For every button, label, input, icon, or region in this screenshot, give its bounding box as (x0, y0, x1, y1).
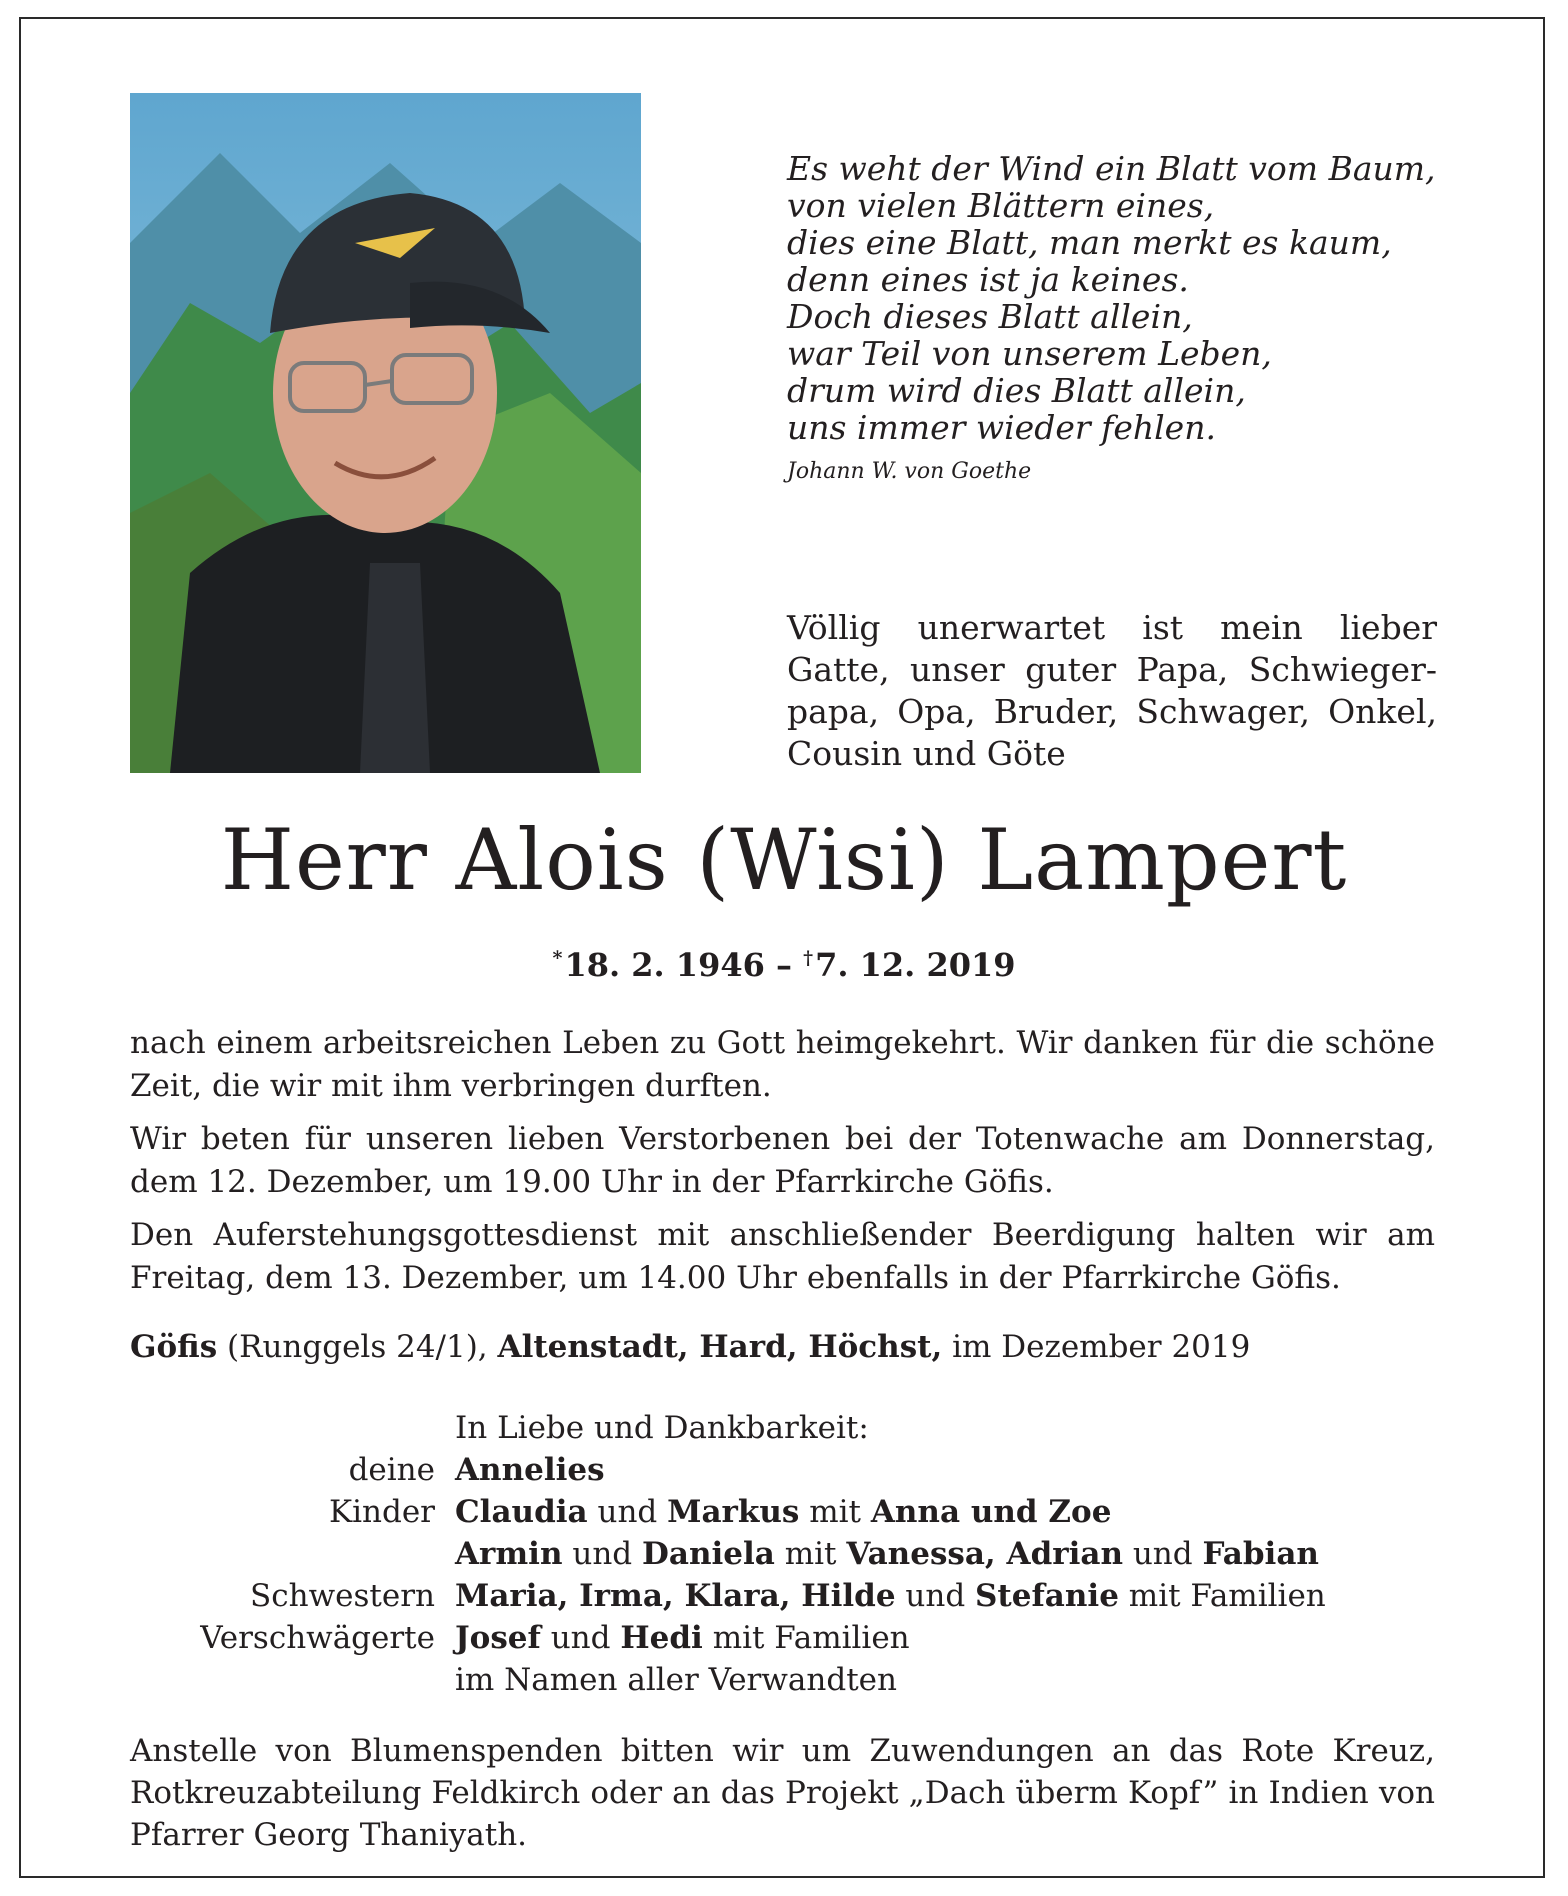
paragraph-wake: Wir beten für unseren lieben Verstorbenen bei der Totenwache am Donnerstag, dem 12. Dezember, um 19.00 Uhr in der Pfarrkirche Göfis. (130, 1121, 1435, 1200)
location-address: (Runggels 24/1), (227, 1329, 488, 1365)
poem-author: Johann W. von Goethe (787, 459, 1032, 484)
mourner-label: Kinder (328, 1494, 435, 1530)
mourner-name: Stefanie (975, 1578, 1119, 1614)
poem-line: uns immer wieder fehlen. (787, 408, 1216, 447)
poem-line: Es weht der Wind ein Blatt vom Baum, (787, 149, 1436, 188)
mourner-name: Markus (667, 1494, 800, 1530)
poem-line: von vielen Blättern eines, (787, 186, 1215, 225)
mourner-name: Annelies (455, 1452, 605, 1488)
mourner-row-wife (130, 1449, 1470, 1491)
death-symbol: † (803, 947, 814, 969)
connector-text: und (1132, 1536, 1193, 1572)
mourner-label: Verschwägerte (200, 1620, 435, 1656)
mourner-name: Maria, Irma, Klara, Hilde (455, 1578, 896, 1614)
location-places: Altenstadt, Hard, Höchst, (497, 1329, 943, 1365)
paragraph-passing: nach einem arbeitsreichen Leben zu Gott heimgekehrt. Wir danken für die schöne Zeit, die wir mit ihm verbringen durften. (130, 1025, 1435, 1104)
connector-text: mit (784, 1536, 837, 1572)
connector-text: und (905, 1578, 966, 1614)
location-date: im Dezember 2019 (952, 1329, 1251, 1365)
mourner-label: Schwestern (250, 1578, 435, 1614)
paragraph-funeral: Den Auferstehungsgottesdienst mit anschließender Beerdigung halten wir am Freitag, dem 13. Dezember, um 14.00 Uhr ebenfalls in der Pfarrkirche Göfis. (130, 1217, 1435, 1296)
donation-note: Anstelle von Blumenspenden bitten wir um Zuwendungen an das Rote Kreuz, Rotkreuzabteilung Feldkirch oder an das Projekt „Dach überm Kopf” in Indien von Pfarrer Georg Thaniyath. (130, 1733, 1435, 1853)
connector-text: und (550, 1620, 611, 1656)
mourner-row-children (130, 1491, 1470, 1533)
mourner-name: Vanessa, Adrian (846, 1536, 1123, 1572)
mourner-name: Anna und Zoe (870, 1494, 1112, 1530)
birth-symbol: * (552, 947, 563, 969)
portrait-photo (130, 93, 641, 773)
mourners-heading: In Liebe und Dankbarkeit: (455, 1410, 869, 1446)
poem-line: dies eine Blatt, man merkt es kaum, (787, 223, 1392, 262)
mourner-name: Fabian (1202, 1536, 1319, 1572)
mourner-label: deine (348, 1452, 435, 1488)
mourner-name: Hedi (620, 1620, 703, 1656)
location-place: Göfis (130, 1329, 218, 1365)
mourners-list (130, 1407, 1470, 1701)
announcement-body (130, 1022, 1435, 1379)
birth-date: 18. 2. 1946 (564, 946, 765, 984)
connector-text: mit Familien (712, 1620, 910, 1656)
poem (787, 150, 1487, 486)
poem-line: Doch dieses Blatt allein, (787, 297, 1193, 336)
mourner-name: Armin (455, 1536, 563, 1572)
mourner-name: Josef (455, 1620, 541, 1656)
mourner-name: Claudia (455, 1494, 588, 1530)
connector-text: und (572, 1536, 633, 1572)
location-line (130, 1326, 1435, 1369)
mourner-row-sisters (130, 1575, 1470, 1617)
intro-text: Völlig unerwartet ist mein lieber Gatte, unser guter Papa, Schwiegerpapa, Opa, Bruder, Schwager, Onkel, Cousin und Göte (787, 608, 1437, 773)
poem-line: denn eines ist ja keines. (787, 260, 1189, 299)
relatives-line: im Namen aller Verwandten (455, 1662, 897, 1698)
connector-text: und (597, 1494, 658, 1530)
poem-line: drum wird dies Blatt allein, (787, 371, 1246, 410)
poem-line: war Teil von unserem Leben, (787, 334, 1272, 373)
connector-text: mit Familien (1128, 1578, 1326, 1614)
connector-text: mit (809, 1494, 861, 1530)
mourner-name: Daniela (642, 1536, 775, 1572)
death-date: 7. 12. 2019 (815, 946, 1016, 984)
life-dates (0, 938, 1568, 985)
date-dash: – (776, 946, 792, 984)
mourner-row-children-2 (130, 1533, 1470, 1575)
mourner-row-inlaws (130, 1617, 1470, 1659)
deceased-name: Herr Alois (Wisi) Lampert (220, 811, 1348, 909)
